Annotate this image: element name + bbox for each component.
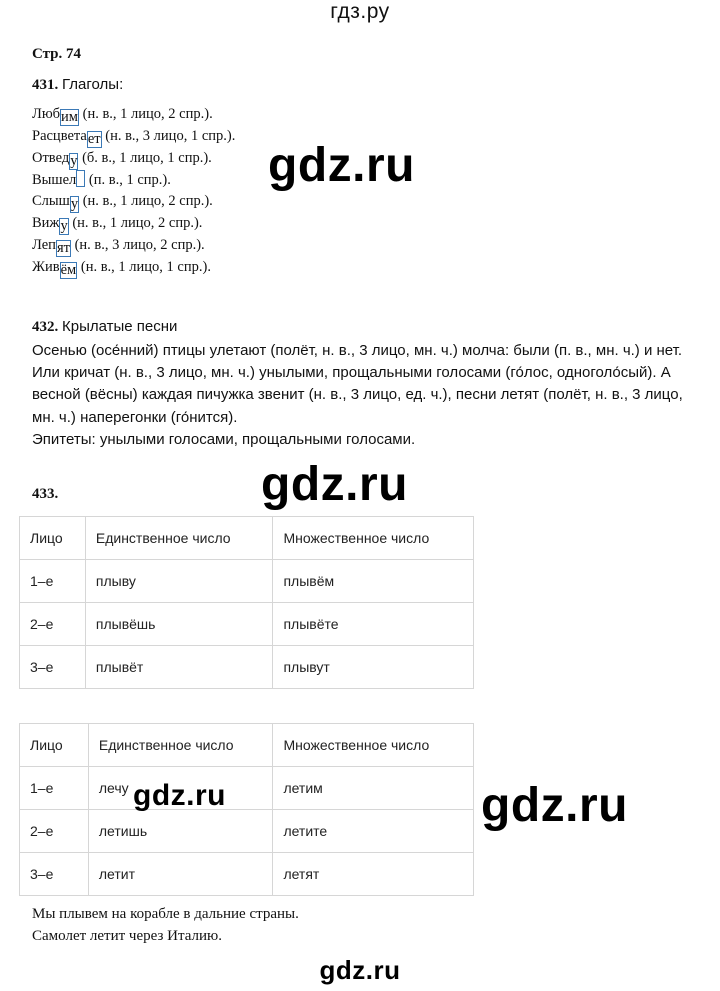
verb-stem: Отвед [32, 150, 70, 166]
table-cell: летим [273, 767, 474, 810]
verb-row [32, 148, 235, 170]
task-433-number: 433. [32, 486, 59, 502]
verb-stem: Расцвета [32, 128, 87, 144]
table-cell: 2–е [20, 603, 86, 646]
verb-info: (п. в., 1 спр.). [88, 172, 171, 188]
verb-row [32, 104, 235, 126]
table-cell: 1–е [20, 767, 89, 810]
table-cell: 3–е [20, 853, 89, 896]
table-cell: лечу [88, 767, 273, 810]
table-cell: 3–е [20, 646, 86, 689]
ending-box: у [60, 218, 68, 235]
table-row [20, 853, 474, 896]
verb-info: (н. в., 3 лицо, 1 спр.). [105, 128, 236, 144]
verb-list [32, 104, 235, 279]
header-cell: Единственное число [88, 724, 273, 767]
table-cell: плыву [85, 560, 273, 603]
header-cell: Множественное число [273, 724, 474, 767]
table-cell: 2–е [20, 810, 89, 853]
sentence: Самолет летит через Италию. [32, 928, 222, 944]
verb-row [32, 257, 235, 279]
table-row [20, 646, 474, 689]
ending-box: ём [60, 262, 77, 279]
table-cell: плывёт [85, 646, 273, 689]
task-433-heading [32, 486, 58, 503]
verb-row [32, 170, 235, 191]
verb-stem: Леп [32, 237, 56, 254]
table-row [20, 560, 474, 603]
task-432-title: Крылатые песни [62, 318, 178, 335]
verb-row [32, 213, 235, 235]
epithets-line: Эпитеты: унылыми голосами, прощальными голосами. [32, 430, 416, 448]
ending-box-empty [76, 170, 85, 187]
header-cell: Множественное число [273, 517, 474, 560]
site-title[interactable]: гдз.ру [330, 0, 390, 23]
table-cell: летите [273, 810, 474, 853]
header-cell: Лицо [20, 724, 89, 767]
header-cell: Единственное число [85, 517, 273, 560]
page-reference: Стр. 74 [32, 46, 82, 62]
table-cell: плывут [273, 646, 474, 689]
watermark-footer: gdz.ru [319, 955, 401, 985]
verb-stem: Вышел [32, 172, 77, 188]
task-432-heading [32, 318, 177, 336]
verb-stem: Жив [32, 259, 60, 276]
table-row [20, 767, 474, 810]
table-cell: летишь [88, 810, 273, 853]
conjugation-table-plyt [19, 516, 474, 689]
table-header-row [20, 517, 474, 560]
task-431-heading [32, 76, 123, 94]
story-paragraph: Осенью (осе́нний) птицы улетают (полёт, н. в., 3 лицо, мн. ч.) молча: были (п. в., мн. ч.) и нет. Или кричат (н. в., 3 лицо, мн. ч.) унылыми, прощальными голосами (го́лос, одноголо́сый). А весной (вёсны) каждая пичужка звенит (н. в., 3 лицо, ед. ч.), песни летят (полёт, н. в., 3 лицо, мн. ч.) наперегонки (го́нится). [32, 342, 683, 426]
ending-box: у [70, 153, 78, 169]
example-sentences [32, 903, 299, 947]
table-header-row [20, 724, 474, 767]
task-431-number: 431. [32, 77, 59, 93]
table-cell: 1–е [20, 560, 86, 603]
task-432-number: 432. [32, 319, 59, 335]
header-cell: Лицо [20, 517, 86, 560]
ending-box: у [70, 196, 79, 213]
watermark: gdz.ru [261, 458, 408, 511]
ending-box: ет [87, 131, 101, 147]
watermark: gdz.ru [133, 779, 226, 812]
verb-stem: Виж [32, 215, 60, 232]
verb-info: (н. в., 3 лицо, 2 спр.). [74, 237, 205, 254]
verb-info: (б. в., 1 лицо, 1 спр.). [82, 150, 212, 166]
watermark: gdz.ru [481, 779, 628, 832]
conjugation-table-letet [19, 723, 474, 896]
table-cell: летят [273, 853, 474, 896]
table-row [20, 810, 474, 853]
verb-info: (н. в., 1 лицо, 1 спр.). [80, 259, 211, 276]
table-row [20, 603, 474, 646]
table-cell: плывём [273, 560, 474, 603]
ending-box: им [61, 109, 78, 125]
watermark: gdz.ru [268, 139, 415, 192]
ending-box: ят [56, 240, 70, 257]
verb-row [32, 235, 235, 257]
verb-row [32, 126, 235, 148]
task-431-title: Глаголы: [62, 76, 124, 93]
verb-stem: Люб [32, 106, 61, 122]
sentence: Мы плывем на корабле в дальние страны. [32, 906, 299, 922]
table-cell: летит [88, 853, 273, 896]
verb-info: (н. в., 1 лицо, 2 спр.). [82, 106, 213, 122]
verb-row [32, 191, 235, 213]
task-432-text [32, 340, 692, 451]
table-cell: плывёте [273, 603, 474, 646]
verb-info: (н. в., 1 лицо, 2 спр.). [72, 215, 203, 232]
table-cell: плывёшь [85, 603, 273, 646]
verb-info: (н. в., 1 лицо, 2 спр.). [82, 193, 213, 210]
verb-stem: Слыш [32, 193, 70, 210]
